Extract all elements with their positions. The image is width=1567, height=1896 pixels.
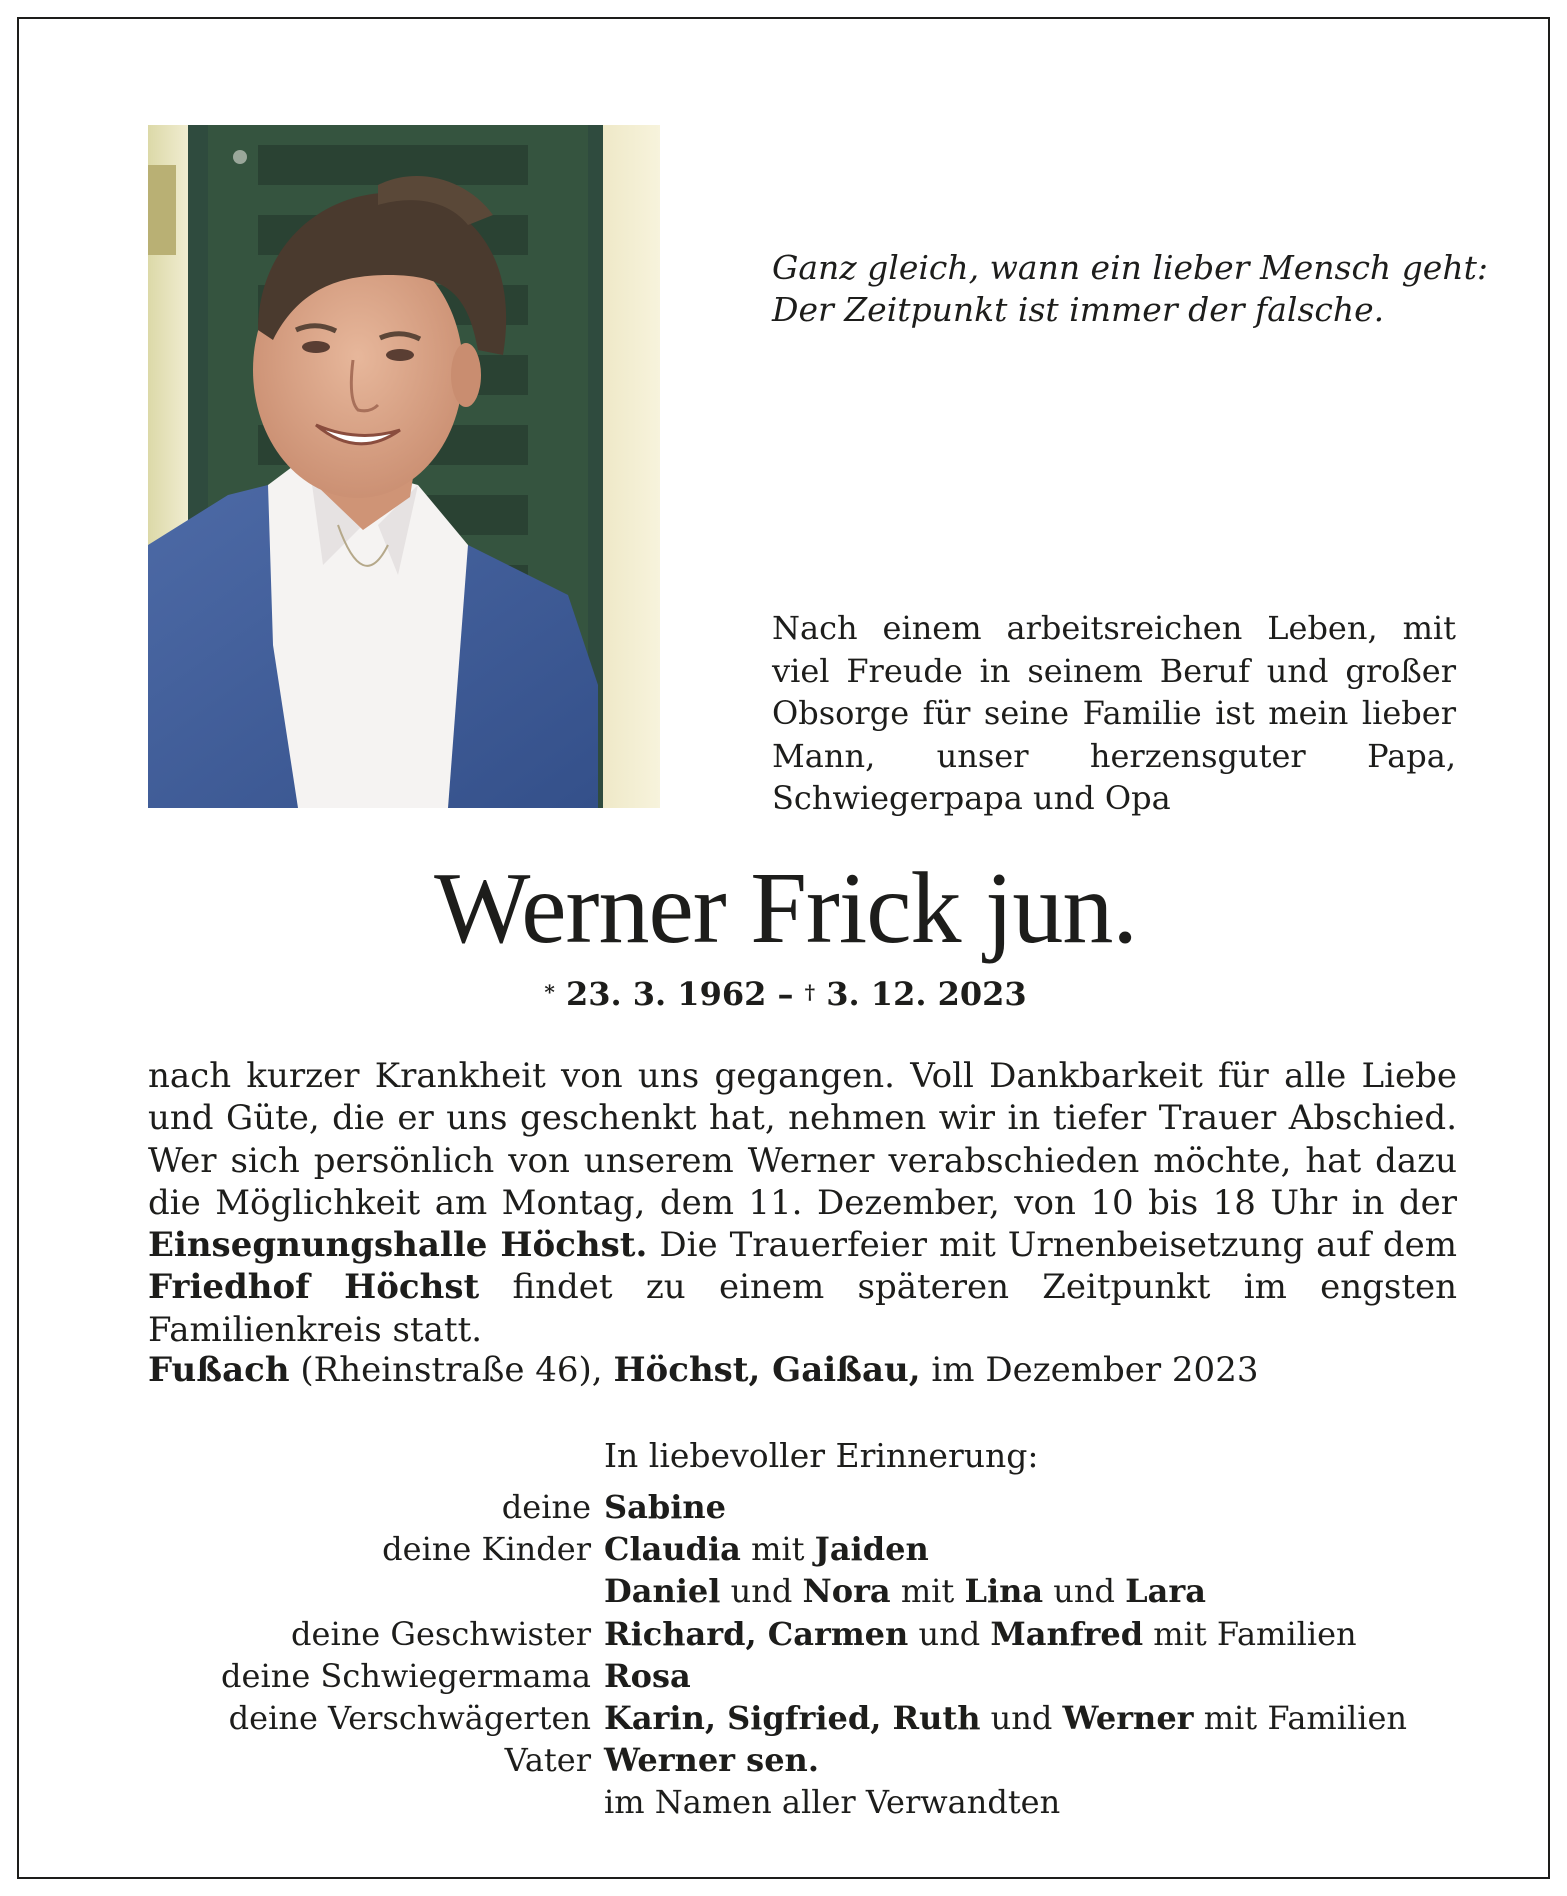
connector-text: mit Familien	[1193, 1698, 1408, 1737]
connector-text: und	[720, 1572, 803, 1611]
relation-names	[604, 1739, 1488, 1781]
relation-names	[604, 1613, 1488, 1655]
family-name: Manfred	[990, 1614, 1144, 1653]
portrait-photo	[148, 125, 660, 808]
birth-date: 23. 3. 1962	[565, 975, 767, 1013]
relation-names	[604, 1570, 1488, 1612]
quote-line-1: Ganz gleich, wann ein lieber Mensch geht:	[772, 248, 1488, 287]
family-name: Sabine	[604, 1488, 726, 1526]
announcement-paragraph	[148, 1055, 1457, 1351]
intro-paragraph: Nach einem arbeitsreichen Leben, mit viel Freude in seinem Beruf und großer Obsorge für seine Familie ist mein lieber Mann, unser herzensguter Papa, Schwiegerpapa und Opa	[772, 609, 1456, 817]
family-name: Karin, Sigfried, Ruth	[604, 1698, 981, 1737]
relation-names	[604, 1655, 1488, 1697]
connector-text: mit	[740, 1530, 815, 1569]
relation-label: deine Verschwägerten	[228, 1698, 591, 1737]
quote-line-2: Der Zeitpunkt ist immer der falsche.	[772, 290, 1385, 329]
connector-text: und	[908, 1614, 991, 1653]
announcement-text-1: nach kurzer Krankheit von uns gegangen. Voll Dankbarkeit für alle Liebe und Güte, die er uns geschenkt hat, nehmen wir in tiefer Trauer Abschied. Wer sich persönlich von unserem Werner verabschieden möchte, hat dazu die Möglichkeit am Montag, dem 11. Dezember, von 10 bis 18 Uhr in der	[148, 1056, 1457, 1223]
family-name: Richard, Carmen	[604, 1614, 909, 1653]
connector-text: und	[980, 1698, 1063, 1737]
family-row	[148, 1781, 1488, 1823]
family-name: Jaiden	[814, 1530, 929, 1569]
connector-text: mit	[890, 1572, 965, 1611]
family-row	[148, 1655, 1488, 1697]
place-address: (Rheinstraße 46),	[289, 1350, 614, 1390]
relation-label: deine Geschwister	[291, 1614, 591, 1653]
family-row	[148, 1570, 1488, 1612]
place-town: Fußach	[148, 1350, 290, 1390]
obituary-frame	[17, 17, 1550, 1879]
location-chapel: Einsegnungshalle Höchst.	[148, 1225, 648, 1266]
announcement-text-3: findet zu einem späteren Zeitpunkt im engsten Familienkreis statt.	[148, 1267, 1457, 1350]
memory-heading: In liebevoller Erinnerung:	[604, 1436, 1039, 1475]
relation-names	[604, 1697, 1488, 1739]
relation-label: deine Schwiegermama	[221, 1656, 591, 1695]
family-name: Claudia	[604, 1530, 741, 1569]
family-name: Daniel	[604, 1572, 721, 1611]
location-cemetery: Friedhof Höchst	[148, 1267, 480, 1308]
place-and-date	[148, 1349, 1457, 1391]
connector-text: und	[1043, 1572, 1126, 1611]
relation-label: Vater	[504, 1741, 591, 1780]
quote	[772, 247, 1492, 331]
family-name: Lina	[964, 1572, 1044, 1611]
family-name: Rosa	[604, 1656, 691, 1695]
relation-label: deine	[501, 1488, 591, 1526]
family-row	[148, 1739, 1488, 1781]
date-separator: –	[777, 975, 794, 1013]
place-towns: Höchst, Gaißau,	[613, 1350, 921, 1390]
birth-mark: *	[544, 980, 555, 1004]
family-name: Werner sen.	[604, 1741, 819, 1780]
family-name: Lara	[1125, 1572, 1206, 1611]
relation-names	[604, 1781, 1488, 1823]
relation-label: deine Kinder	[382, 1530, 591, 1569]
family-list	[148, 1486, 1488, 1824]
deceased-name: Werner Frick jun.	[434, 852, 1137, 965]
death-date: 3. 12. 2023	[826, 975, 1027, 1013]
family-row	[148, 1528, 1488, 1570]
relation-names	[604, 1486, 1488, 1528]
family-name: Werner	[1062, 1698, 1194, 1737]
family-row	[148, 1613, 1488, 1655]
announcement-text-2: Die Trauerfeier mit Urnenbeisetzung auf dem	[647, 1225, 1457, 1266]
portrait-illustration	[148, 125, 660, 808]
family-row	[148, 1697, 1488, 1739]
relation-label	[148, 1781, 604, 1823]
family-name: Nora	[802, 1572, 891, 1611]
death-mark: †	[804, 980, 816, 1004]
life-dates	[19, 974, 1552, 1018]
closing-text: im Namen aller Verwandten	[604, 1783, 1061, 1822]
connector-text: mit Familien	[1143, 1614, 1357, 1653]
relation-names	[604, 1528, 1488, 1570]
family-row	[148, 1486, 1488, 1528]
place-date: im Dezember 2023	[920, 1350, 1259, 1390]
relation-label	[148, 1570, 604, 1612]
